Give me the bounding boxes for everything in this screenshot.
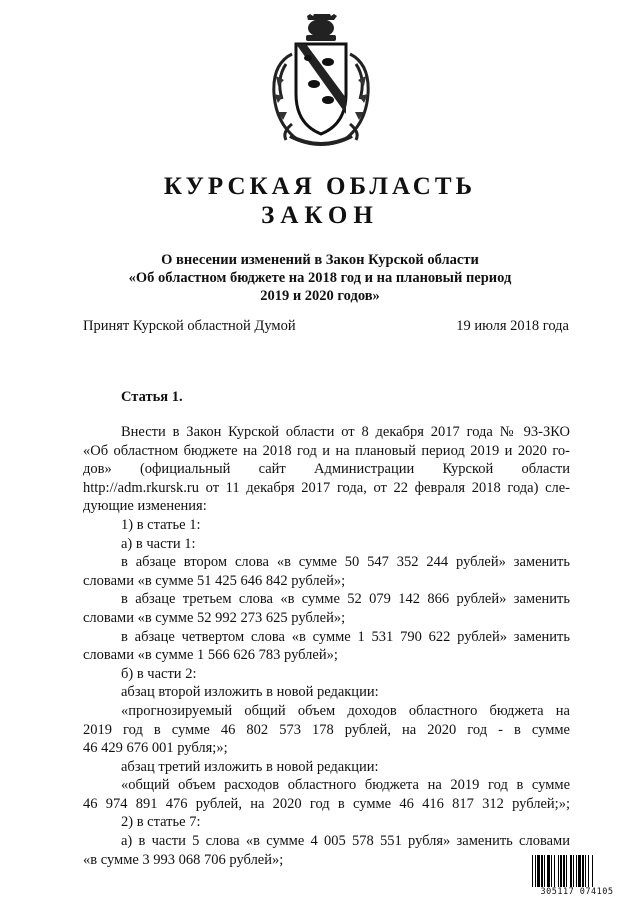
law-subtitle [60,251,580,305]
body-line: абзац второй изложить в новой редакции: [121,684,379,701]
coat-of-arms-icon [262,14,380,148]
body-line: в абзаце третьем слова «в сумме 52 079 142 866 рублей» заменить [121,591,570,608]
barcode [530,855,624,897]
body-line: дующие изменения: [83,498,207,515]
body-line: 2) в статье 7: [121,814,201,831]
subtitle-line: «Об областном бюджете на 2018 год и на плановый период [128,270,512,286]
body-line: в абзаце втором слова «в сумме 50 547 352 244 рублей» заменить [121,554,570,571]
body-line: а) в части 5 слова «в сумме 4 005 578 551 рубля» заменить словами [121,833,570,850]
body-line: «прогнозируемый общий объем доходов областного бюджета на [121,702,570,719]
body-line: словами «в сумме 1 566 626 783 рублей»; [83,647,338,664]
article-body [83,423,570,869]
adopted-by: Принят Курской областной Думой [83,318,296,334]
body-line: 46 429 676 001 рубля;»; [83,740,228,757]
barcode-icon [530,855,624,889]
body-line: Внести в Закон Курской области от 8 декабря 2017 года № 93-ЗКО [121,424,570,440]
subtitle-line: 2019 и 2020 годов» [260,288,380,304]
body-line: абзац третий изложить в новой редакции: [121,758,379,775]
body-line: словами «в сумме 51 425 646 842 рублей»; [83,572,346,589]
body-line: «Об областном бюджете на 2018 год и на плановый период 2019 и 2020 го- [83,442,570,459]
adoption-date: 19 июля 2018 года [456,318,569,334]
document-type-title: ЗАКОН [261,202,379,229]
body-line: а) в части 1: [121,535,196,552]
subtitle-line: О внесении изменений в Закон Курской области [161,252,479,268]
barcode-number: 305117 074105 [530,887,624,897]
body-line: «общий объем расходов областного бюджета на 2019 год в сумме [121,777,570,794]
body-line: словами «в сумме 52 992 273 625 рублей»; [83,609,346,626]
body-line: 2019 год в сумме 46 802 573 178 рублей, на 2020 год - в сумме [83,721,570,738]
body-line: «в сумме 3 993 068 706 рублей»; [83,851,284,868]
body-line: http://adm.rkursk.ru от 11 декабря 2017 года, от 22 февраля 2018 года) сле- [83,479,570,496]
body-line: 1) в статье 1: [121,516,201,533]
article-heading: Статья 1. [121,389,183,405]
body-line: дов» (официальный сайт Администрации Курской области [83,461,570,478]
body-line: в абзаце четвертом слова «в сумме 1 531 790 622 рублей» заменить [121,628,570,645]
body-line: 46 974 891 476 рублей, на 2020 год в сумме 46 416 817 312 рублей;»; [83,795,570,812]
region-title: КУРСКАЯ ОБЛАСТЬ [163,173,477,200]
body-line: б) в части 2: [121,665,197,682]
